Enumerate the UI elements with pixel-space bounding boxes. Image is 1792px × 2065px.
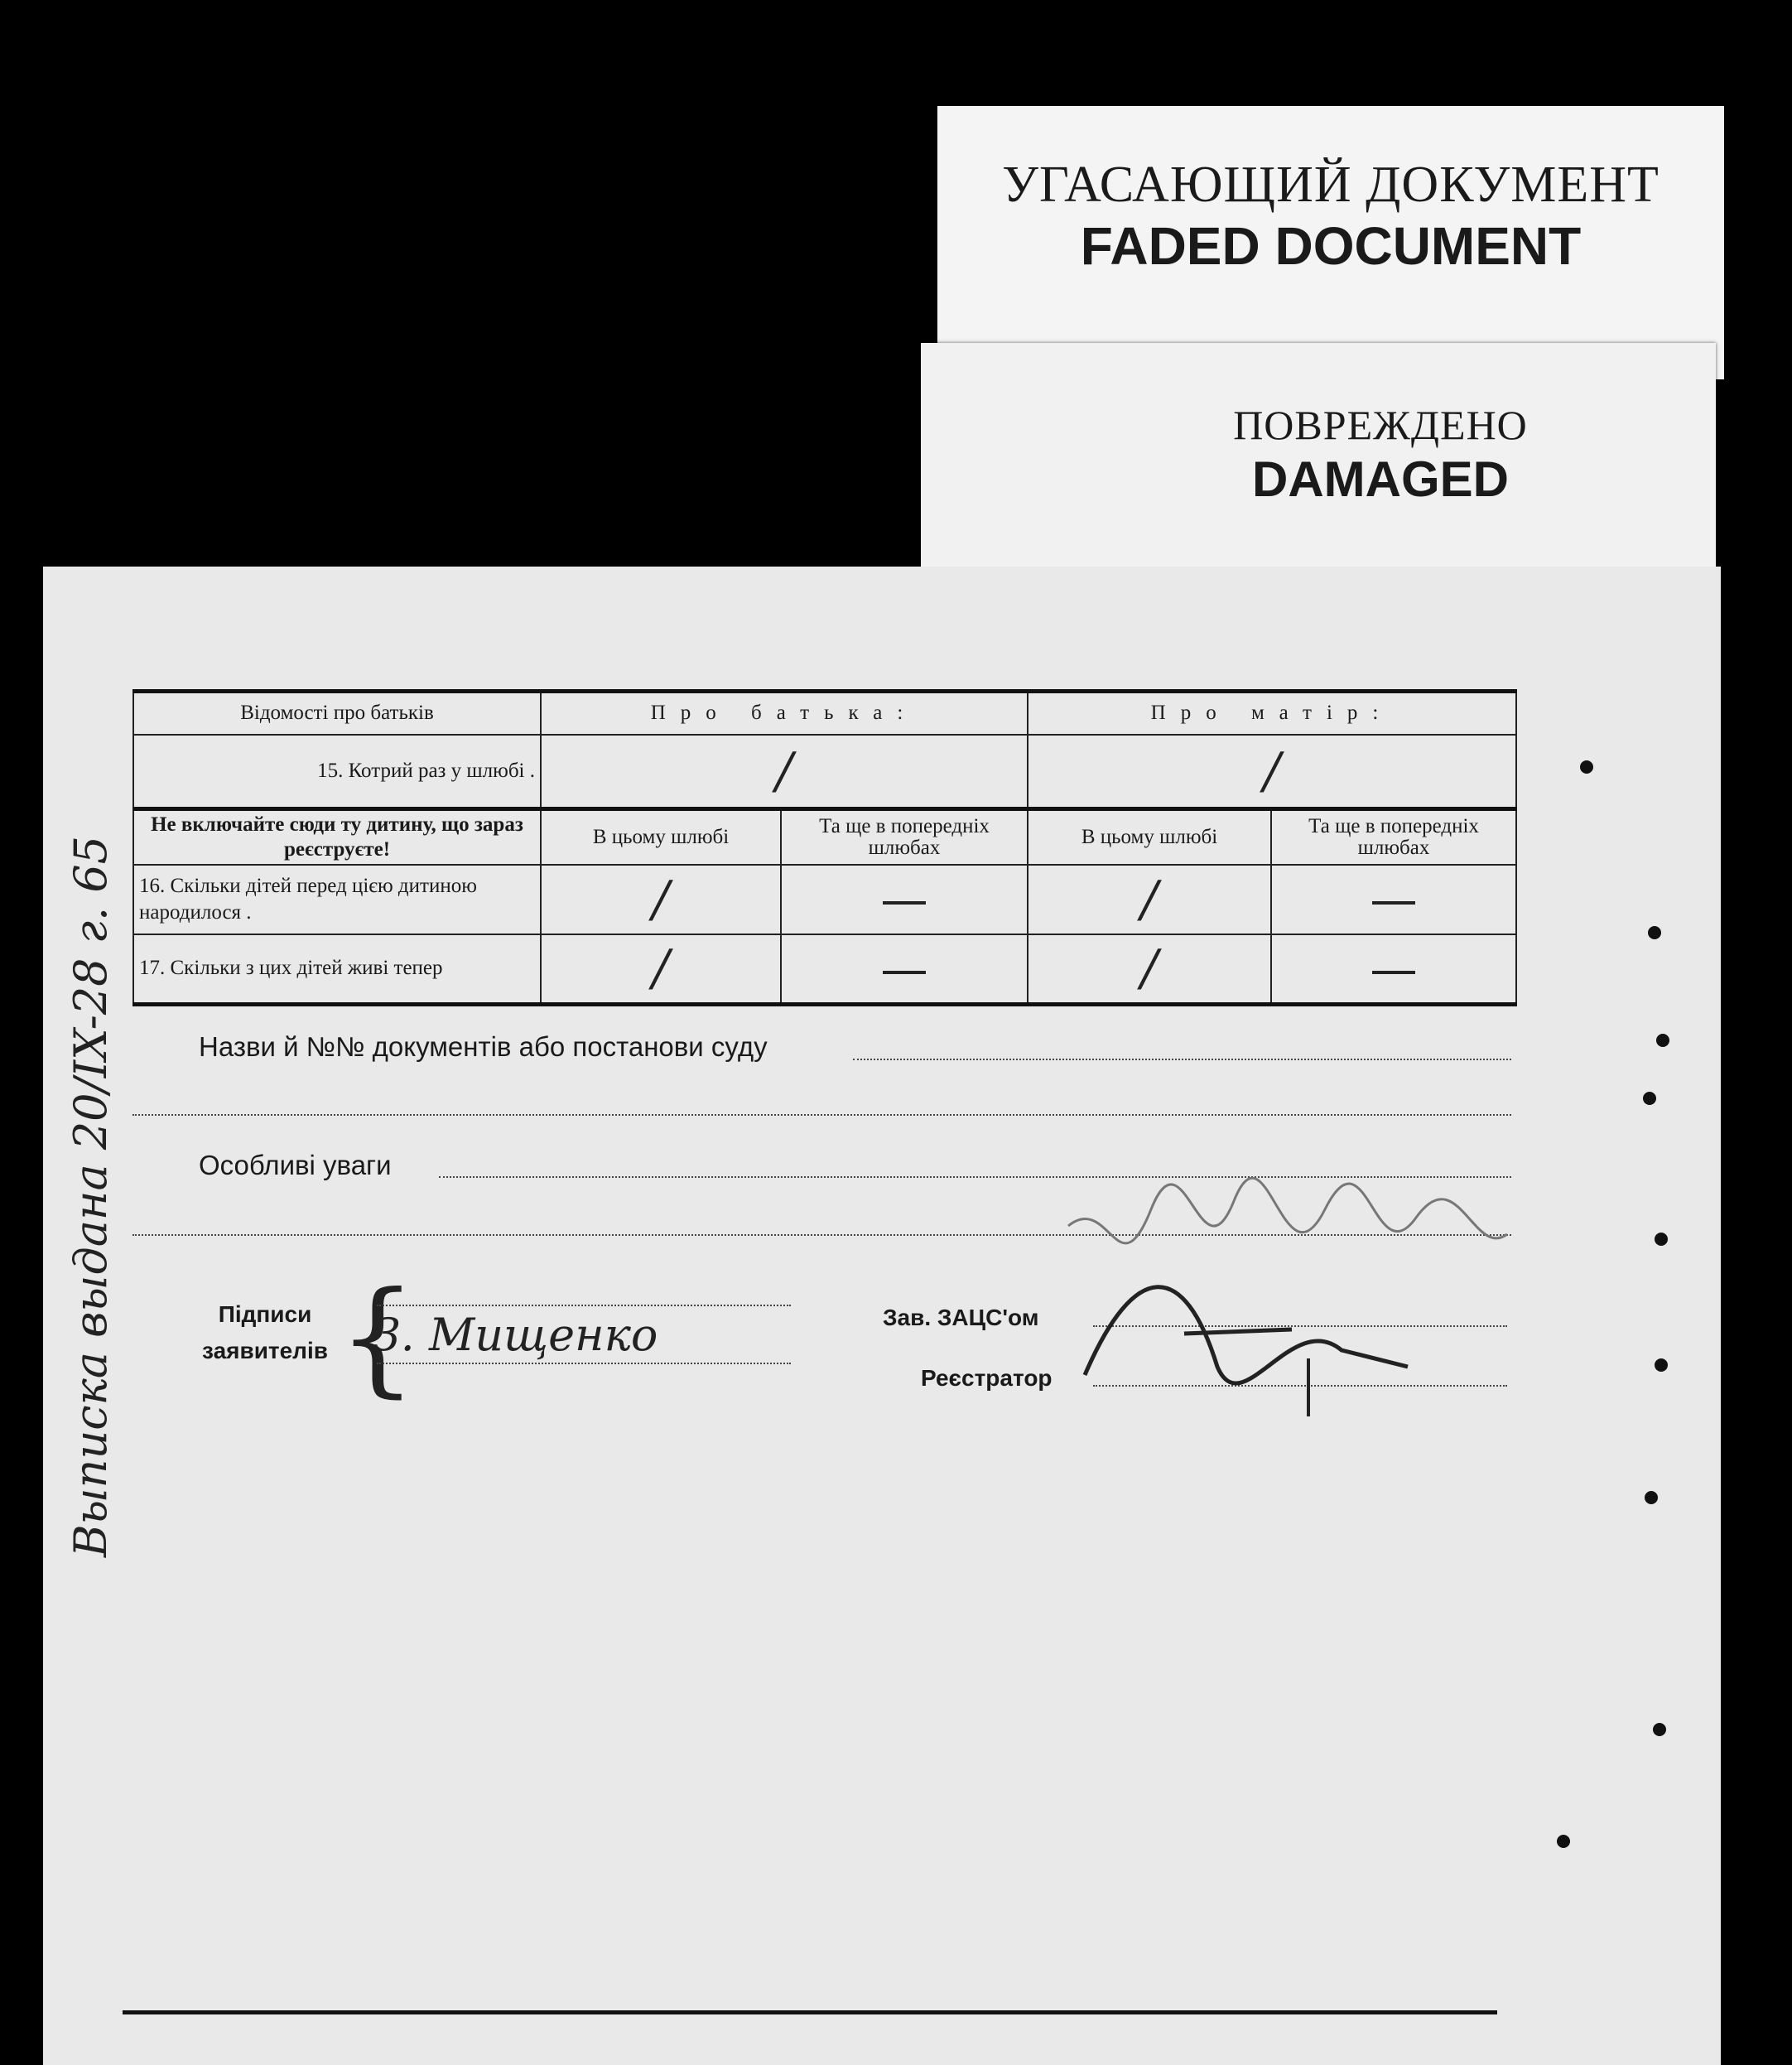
row16-father-prev — [781, 865, 1028, 934]
damaged-label-ru: ПОВРЕЖДЕНО — [1233, 402, 1528, 448]
official-signature-icon — [1060, 1160, 1524, 1441]
mother-previous-marriages-header: Та ще в попередніх шлюбах — [1271, 809, 1516, 866]
punch-hole — [1655, 1358, 1668, 1372]
table-row-17 — [133, 934, 1516, 1004]
faded-label-en: FADED DOCUMENT — [1080, 216, 1582, 276]
damaged-label-en: DAMAGED — [1252, 451, 1509, 507]
applicants-label-line-2: заявителів — [202, 1338, 328, 1363]
bottom-rule — [123, 2010, 1497, 2014]
row17-father-this: / — [541, 934, 781, 1004]
notice-text: Не включайте сюди ту дитину, що зараз реєструєте! — [133, 809, 541, 866]
punch-hole — [1653, 1723, 1666, 1736]
punch-hole — [1656, 1034, 1669, 1047]
dash-mark — [1372, 901, 1415, 905]
applicant-sign-line-2 — [377, 1363, 791, 1364]
punch-hole — [1557, 1835, 1570, 1848]
documents-field-label: Назви й №№ документів або постанови суду — [199, 1031, 768, 1062]
row16-mother-prev — [1271, 865, 1516, 934]
header-parents-info: Відомості про батьків — [133, 692, 541, 735]
dash-mark — [883, 971, 926, 974]
header-mother: Про матір: — [1028, 692, 1516, 735]
parents-table — [132, 689, 1517, 1006]
punch-hole — [1580, 760, 1593, 774]
margin-handwritten-note: Выписка выдана 20/IX-28 г. 65 — [65, 835, 117, 1557]
applicants-signatures-label — [182, 1296, 348, 1369]
row15-label: 15. Котрий раз у шлюбі . — [133, 735, 541, 809]
punch-hole — [1645, 1491, 1658, 1504]
table-row-15 — [133, 735, 1516, 809]
head-of-registry-label: Зав. ЗАЦС'ом — [883, 1305, 1039, 1330]
row17-father-prev — [781, 934, 1028, 1004]
header-father: Про батька: — [541, 692, 1028, 735]
applicant-signature: З. Мищенко — [373, 1309, 658, 1361]
row16-father-this: / — [541, 865, 781, 934]
row16-mother-this: / — [1028, 865, 1271, 934]
documents-dotted-line-2 — [132, 1114, 1511, 1116]
damaged-label — [921, 343, 1716, 583]
dash-mark — [1372, 971, 1415, 974]
table-subheader-row — [133, 809, 1516, 866]
dash-mark — [883, 901, 926, 905]
punch-hole — [1643, 1092, 1656, 1105]
punch-hole — [1655, 1233, 1668, 1246]
applicants-label-line-1: Підписи — [218, 1301, 312, 1327]
faded-document-label — [937, 106, 1724, 379]
father-this-marriage-header: В цьому шлюбі — [541, 809, 781, 866]
row17-mother-prev — [1271, 934, 1516, 1004]
faded-label-ru: УГАСАЮЩИЙ ДОКУМЕНТ — [1002, 157, 1660, 213]
mother-this-marriage-header: В цьому шлюбі — [1028, 809, 1271, 866]
row15-father: / — [541, 735, 1028, 809]
registrar-label: Реєстратор — [921, 1365, 1053, 1391]
brace-icon: { — [338, 1266, 417, 1410]
documents-dotted-line — [853, 1059, 1511, 1060]
father-previous-marriages-header: Та ще в попередніх шлюбах — [781, 809, 1028, 866]
table-header-row — [133, 692, 1516, 735]
notes-field-label: Особливі уваги — [199, 1150, 392, 1180]
applicant-sign-line-1 — [377, 1305, 791, 1306]
table-row-16 — [133, 865, 1516, 934]
row17-mother-this: / — [1028, 934, 1271, 1004]
row16-label: 16. Скільки дітей перед цією дитиною народилося . — [133, 865, 541, 934]
punch-hole — [1648, 926, 1661, 939]
row15-mother: / — [1028, 735, 1516, 809]
row17-label: 17. Скільки з цих дітей живі тепер — [133, 934, 541, 1004]
